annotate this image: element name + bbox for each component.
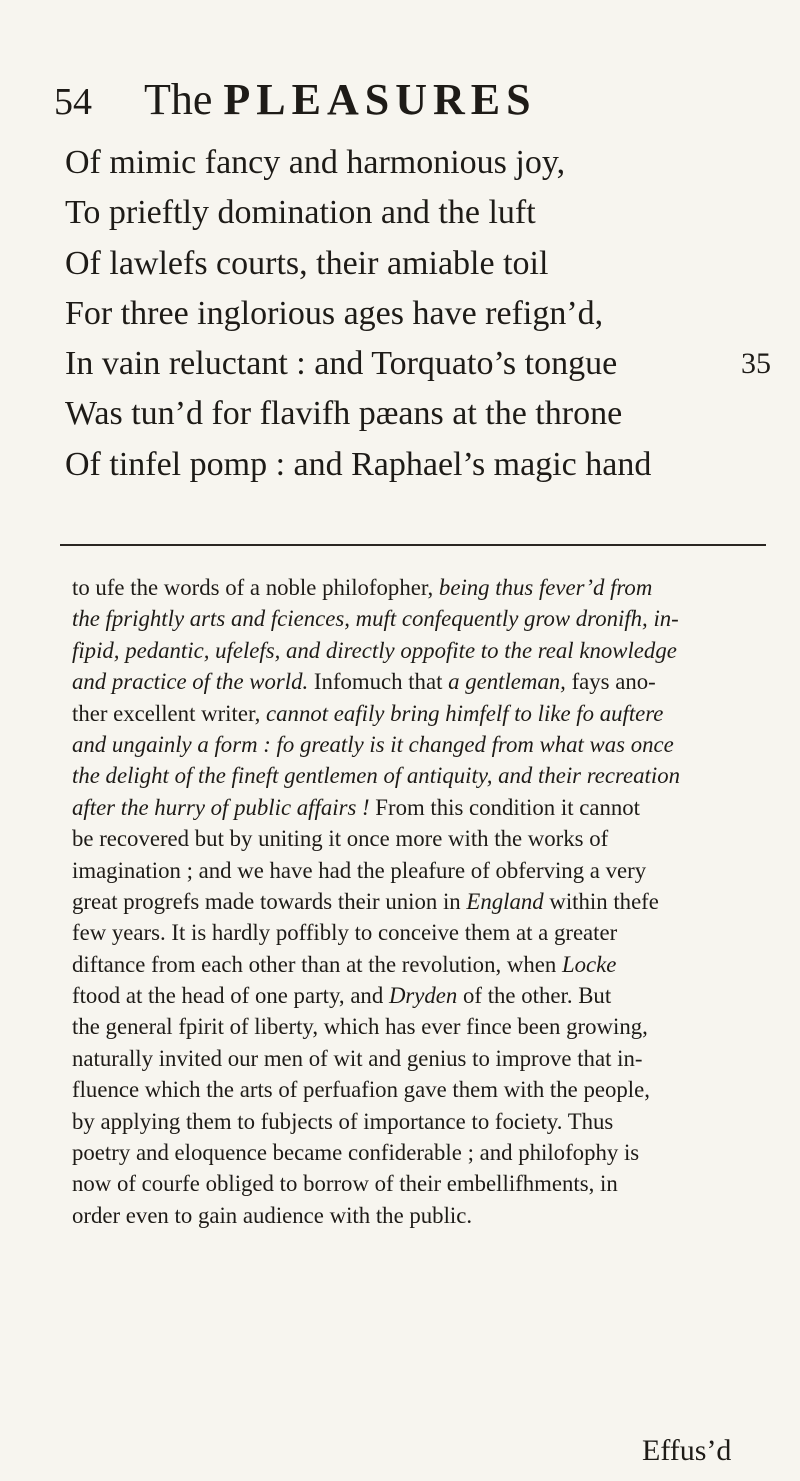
note-text: diftance from each other than at the revolution, when xyxy=(72,951,562,977)
note-text: Infomuch that xyxy=(308,669,449,695)
catchword: Effus’d xyxy=(642,1434,732,1467)
note-italic: the fprightly arts and fciences, muft confequently grow dronifh, in- xyxy=(72,606,679,632)
note-line xyxy=(72,635,762,666)
note-text: ftood at the head of one party, and xyxy=(72,983,389,1009)
poem-line: Of mimic fancy and harmonious joy, xyxy=(65,144,566,181)
note-italic: fipid, pedantic, ufelefs, and directly oppofite to the real knowledge xyxy=(72,637,677,663)
note-text: to ufe the words of a noble philofopher, xyxy=(72,575,439,600)
note-line xyxy=(72,666,762,697)
note-line: few years. It is hardly poffibly to conceive them at a greater xyxy=(72,920,618,946)
running-title xyxy=(144,74,537,125)
note-text: fays ano- xyxy=(565,669,656,695)
note-italic: and practice of the world. xyxy=(72,669,309,695)
note-line: fluence which the arts of perfuafion gave them with the people, xyxy=(72,1077,650,1103)
note-line: imagination ; and we have had the pleafure of obferving a very xyxy=(72,857,647,883)
note-line: now of courfe obliged to borrow of their embellifhments, in xyxy=(72,1171,618,1197)
poem-line: Of tinfel pomp : and Raphael’s magic hand xyxy=(65,445,652,483)
note-line: by applying them to fubjects of importance to fociety. Thus xyxy=(72,1108,614,1134)
note-text: From this condition it cannot xyxy=(369,794,640,820)
page-number: 54 xyxy=(54,81,92,123)
poem-line: To prieftly domination and the luft xyxy=(65,194,536,232)
note-italic: and ungainly a form : fo greatly is it changed from what was once xyxy=(72,731,674,757)
note-italic: Dryden xyxy=(388,983,458,1009)
note-line xyxy=(72,886,762,917)
note-line xyxy=(72,698,762,729)
note-italic: England xyxy=(466,888,544,914)
running-header xyxy=(48,74,658,124)
footnote-text xyxy=(72,572,762,1231)
note-line: poetry and eloquence became confiderable ; and philofophy is xyxy=(72,1140,640,1166)
note-italic: a gentleman, xyxy=(448,669,566,695)
poem-line: Was tun’d for flavifh pæans at the throne xyxy=(65,395,623,433)
note-line xyxy=(72,572,762,603)
note-line: be recovered but by uniting it once more with the works of xyxy=(72,826,609,852)
note-italic: Locke xyxy=(561,951,617,977)
note-line xyxy=(72,949,762,980)
note-line xyxy=(72,980,762,1011)
note-italic: cannot eafily bring himfelf to like fo auftere xyxy=(266,700,664,726)
note-italic: after the hurry of public affairs ! xyxy=(72,794,370,820)
note-line: naturally invited our men of wit and genius to improve that in- xyxy=(72,1045,643,1071)
note-text: of the other. But xyxy=(457,983,612,1009)
poem-line-text: In vain reluctant : and Torquato’s tongue xyxy=(65,345,618,383)
poem-line xyxy=(65,339,771,389)
note-italic: being thus fever’d from xyxy=(438,575,653,600)
note-line xyxy=(72,729,762,760)
note-line xyxy=(72,792,762,823)
note-line: the general fpirit of liberty, which has ever fince been growing, xyxy=(72,1014,648,1040)
note-line: order even to gain audience with the public. xyxy=(72,1202,473,1228)
line-number: 35 xyxy=(741,347,771,381)
note-line xyxy=(72,760,762,791)
note-italic: the delight of the fineft gentlemen of antiquity, and their recreation xyxy=(72,763,681,789)
note-line xyxy=(72,603,762,634)
running-title-the: The xyxy=(144,75,224,124)
note-text: ther excellent writer, xyxy=(72,700,267,726)
poem-line: For three inglorious ages have refign’d, xyxy=(65,294,604,332)
running-title-caps: PLEASURES xyxy=(223,75,537,124)
note-text: within thefe xyxy=(543,888,659,914)
note-text: great progrefs made towards their union in xyxy=(72,888,467,914)
poem-line: Of lawlefs courts, their amiable toil xyxy=(65,244,549,282)
poem-text xyxy=(65,138,771,490)
footnote-divider xyxy=(60,544,766,546)
